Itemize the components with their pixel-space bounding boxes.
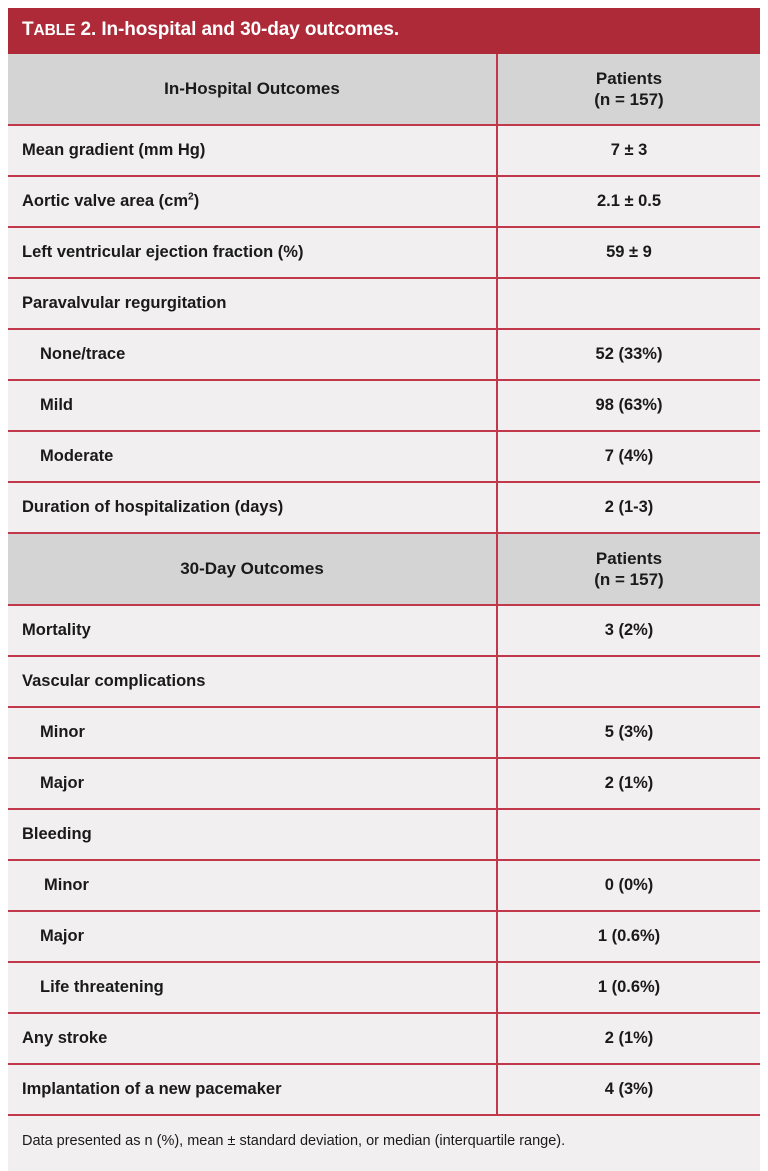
table-title-text: 2. In-hospital and 30-day outcomes. xyxy=(75,19,399,40)
table-row xyxy=(8,125,760,176)
table-row xyxy=(8,860,760,911)
table-row xyxy=(8,605,760,656)
row-value xyxy=(497,656,760,707)
patients-label: Patients xyxy=(595,68,663,88)
row-label: Any stroke xyxy=(8,1013,497,1064)
table-figure xyxy=(8,8,760,1171)
table-row xyxy=(8,758,760,809)
section-header-label: 30-Day Outcomes xyxy=(8,533,497,605)
section-header-value xyxy=(497,54,760,125)
row-label: Mean gradient (mm Hg) xyxy=(8,125,497,176)
row-label: Duration of hospitalization (days) xyxy=(8,482,497,533)
row-value: 7 ± 3 xyxy=(497,125,760,176)
table-title-banner xyxy=(8,8,760,54)
row-label: Vascular complications xyxy=(8,656,497,707)
row-label: Mild xyxy=(8,380,497,431)
table-footnote: Data presented as n (%), mean ± standard deviation, or median (interquartile range). xyxy=(8,1116,760,1171)
patients-count: (n = 157) xyxy=(594,89,664,109)
table-row xyxy=(8,962,760,1013)
row-value: 1 (0.6%) xyxy=(497,911,760,962)
row-value: 7 (4%) xyxy=(497,431,760,482)
row-label-superscript: 2 xyxy=(188,191,194,203)
row-label: Moderate xyxy=(8,431,497,482)
row-label: Minor xyxy=(8,860,497,911)
table-row xyxy=(8,278,760,329)
table-row xyxy=(8,911,760,962)
row-value: 1 (0.6%) xyxy=(497,962,760,1013)
section-header-row xyxy=(8,54,760,125)
row-value: 2.1 ± 0.5 xyxy=(497,176,760,227)
row-value: 0 (0%) xyxy=(497,860,760,911)
row-value xyxy=(497,278,760,329)
section-header-row xyxy=(8,533,760,605)
section-header-label: In-Hospital Outcomes xyxy=(8,54,497,125)
row-label-text: Aortic valve area (cm xyxy=(22,191,189,210)
table-word-first-letter: T xyxy=(22,19,34,40)
row-label: None/trace xyxy=(8,329,497,380)
table-row xyxy=(8,176,760,227)
patients-label: Patients xyxy=(595,548,663,568)
row-label: Life threatening xyxy=(8,962,497,1013)
table-row xyxy=(8,1064,760,1115)
table-word-smallcaps: ABLE xyxy=(33,22,76,39)
row-label: Bleeding xyxy=(8,809,497,860)
table-row xyxy=(8,227,760,278)
table-row xyxy=(8,1013,760,1064)
row-value: 52 (33%) xyxy=(497,329,760,380)
row-value: 2 (1%) xyxy=(497,758,760,809)
row-label: Mortality xyxy=(8,605,497,656)
table-row xyxy=(8,482,760,533)
section-header-value xyxy=(497,533,760,605)
table-row xyxy=(8,707,760,758)
row-label: Paravalvular regurgitation xyxy=(8,278,497,329)
table-row xyxy=(8,656,760,707)
row-label xyxy=(8,176,497,227)
row-value: 2 (1%) xyxy=(497,1013,760,1064)
row-value: 3 (2%) xyxy=(497,605,760,656)
row-label: Minor xyxy=(8,707,497,758)
row-value: 4 (3%) xyxy=(497,1064,760,1115)
row-label: Left ventricular ejection fraction (%) xyxy=(8,227,497,278)
table-row xyxy=(8,809,760,860)
row-value: 2 (1-3) xyxy=(497,482,760,533)
row-value: 98 (63%) xyxy=(497,380,760,431)
table-row xyxy=(8,431,760,482)
table-row xyxy=(8,329,760,380)
row-value xyxy=(497,809,760,860)
row-value: 5 (3%) xyxy=(497,707,760,758)
row-value: 59 ± 9 xyxy=(497,227,760,278)
row-label: Major xyxy=(8,911,497,962)
row-label-tail: ) xyxy=(193,191,200,210)
row-label: Implantation of a new pacemaker xyxy=(8,1064,497,1115)
outcomes-table xyxy=(8,54,760,1116)
table-number-label xyxy=(22,19,75,40)
row-label: Major xyxy=(8,758,497,809)
patients-count: (n = 157) xyxy=(594,569,664,589)
table-row xyxy=(8,380,760,431)
